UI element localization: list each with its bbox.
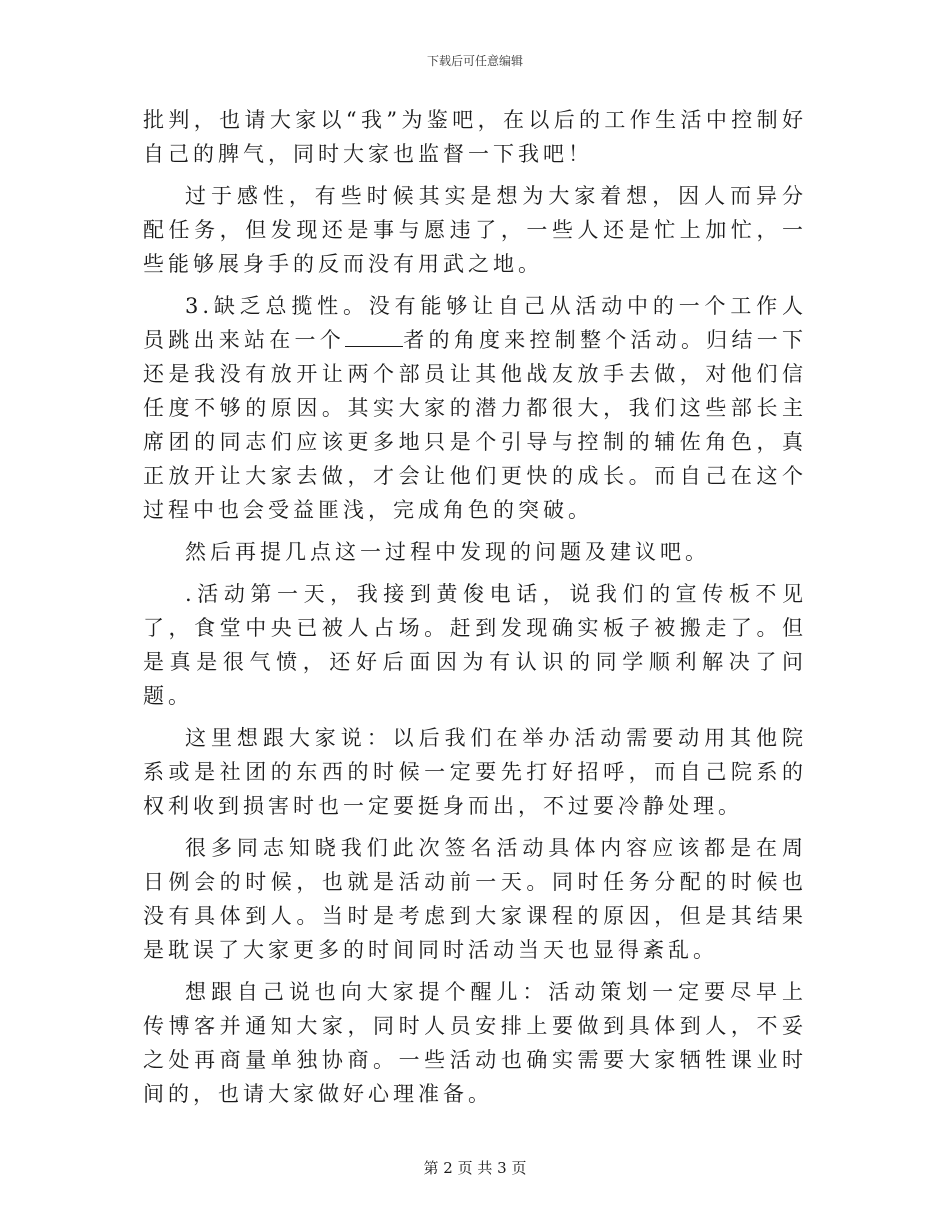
- paragraph-3-text-before-blank: 3.缺乏总揽性。没有能够让自己从活动中的一个工作人员跳出来站在一个: [143, 294, 807, 352]
- fill-in-blank: [345, 328, 403, 347]
- paragraph-1: 批判，也请大家以“我”为鉴吧，在以后的工作生活中控制好自己的脾气，同时大家也监督一下我吧！: [143, 108, 807, 166]
- paragraph-4: 然后再提几点这一过程中发现的问题及建议吧。: [185, 540, 710, 564]
- paragraph-5: .活动第一天，我接到黄俊电话，说我们的宣传板不见了，食堂中央已被人占场。赶到发现确实板子被搬走了。但是真是很气愤，还好后面因为有认识的同学顺利解决了问题。: [143, 582, 807, 708]
- page-header: 下载后可任意编辑: [426, 54, 523, 68]
- paragraph-3: [143, 289, 807, 527]
- page-number-footer: 第 2 页 共 3 页: [423, 1159, 527, 1177]
- paragraph-8: 想跟自己说也向大家提个醒儿：活动策划一定要尽早上传博客并通知大家，同时人员安排上要做到具体到人，不妥之处再商量单独协商。一些活动也确实需要大家牺牲课业时间的，也请大家做好心理准备。: [143, 980, 807, 1106]
- paragraph-6: 这里想跟大家说：以后我们在举办活动需要动用其他院系或是社团的东西的时候一定要先打好招呼，而自己院系的权利收到损害时也一定要挺身而出，不过要冷静处理。: [143, 726, 807, 818]
- document-body: [143, 103, 807, 1111]
- paragraph-7: 很多同志知晓我们此次签名活动具体内容应该都是在周日例会的时候，也就是活动前一天。同时任务分配的时候也没有具体到人。当时是考虑到大家课程的原因，但是其结果是耽误了大家更多的时间同时活动当天也显得紊乱。: [143, 836, 807, 962]
- paragraph-3-text-after-blank: 者的角度来控制整个活动。归结一下还是我没有放开让两个部员让其他战友放手去做，对他们信任度不够的原因。其实大家的潜力都很大，我们这些部长主席团的同志们应该更多地只是个引导与控制的辅佐角色，真正放开让大家去做，才会让他们更快的成长。而自己在这个过程中也会受益匪浅，完成角色的突破。: [143, 328, 807, 522]
- paragraph-2: 过于感性，有些时候其实是想为大家着想，因人而异分配任务，但发现还是事与愿违了，一些人还是忙上加忙，一些能够展身手的反而没有用武之地。: [143, 184, 807, 276]
